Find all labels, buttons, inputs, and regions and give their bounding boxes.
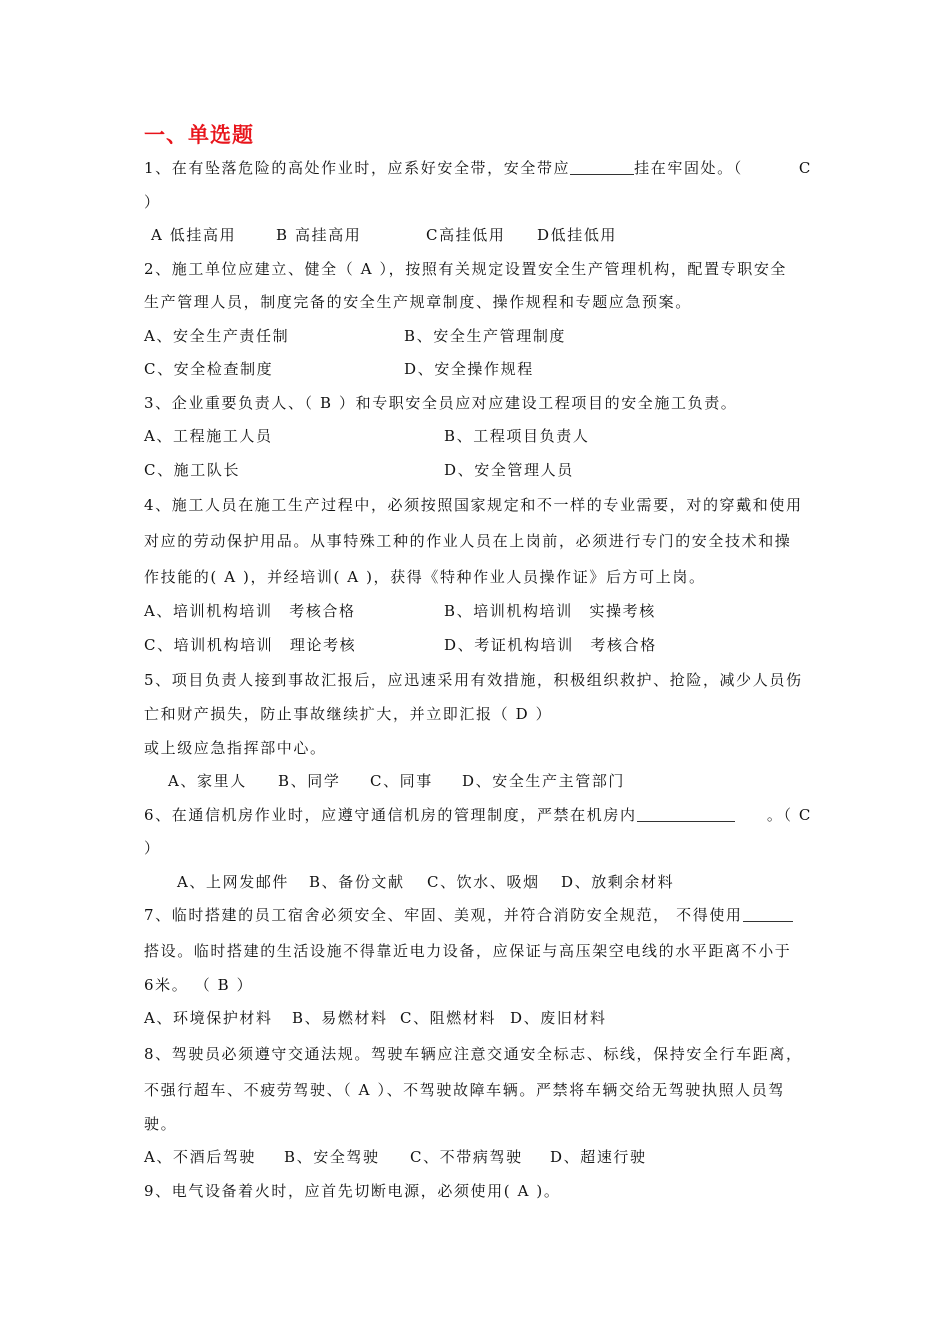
option-a: A、上网发邮件 <box>177 872 290 891</box>
section-title: 一、单选题 <box>144 123 254 147</box>
option-d: D、放剩余材料 <box>561 872 675 891</box>
option-a: A、家里人 <box>168 772 247 790</box>
option-c: C、施工队长 <box>144 460 241 479</box>
option-d: D、安全管理人员 <box>444 460 574 479</box>
question-5-line-1: 5、项目负责人接到事故汇报后，应迅速采用有效措施，积极组织救护、抢险，减少人员伤 <box>144 671 803 689</box>
question-5-options <box>144 765 812 799</box>
question-6-options <box>144 866 812 900</box>
question-4-options-row-1 <box>144 595 812 629</box>
option-a: A、培训机构培训 考核合格 <box>144 602 356 620</box>
option-b: B、安全驾驶 <box>284 1148 380 1166</box>
option-b: B、工程项目负责人 <box>444 427 590 445</box>
question-text: 挂在牢固处。（ <box>634 159 743 177</box>
option-d: D、安全生产主管部门 <box>462 772 626 790</box>
option-d: D、安全操作规程 <box>404 360 534 378</box>
question-1-options <box>144 219 812 253</box>
question-5-line-2: 亡和财产损失，防止事故继续扩大，并立即汇报（ D ） <box>144 705 553 723</box>
option-d: D、考证机构培训 考核合格 <box>444 635 657 654</box>
option-c: C、阻燃材料 <box>400 1009 497 1027</box>
question-8-line-2: 不强行超车、不疲劳驾驶、（ A ）、不驾驶故障车辆。严禁将车辆交给无驾驶执照人员驾 <box>144 1080 785 1099</box>
question-9-line-1: 9、电气设备着火时，应首先切断电源，必须使用( A )。 <box>144 1181 561 1200</box>
question-3-options-row-2 <box>144 454 812 488</box>
option-b: B、安全生产管理制度 <box>404 326 567 345</box>
option-b: B、培训机构培训 实操考核 <box>444 602 656 620</box>
question-8-options <box>144 1141 812 1175</box>
answer-letter: C <box>798 159 812 177</box>
option-a: A 低挂高用 <box>151 226 237 244</box>
question-4-line-2: 对应的劳动保护用品。从事特殊工种的作业人员在上岗前，必须进行专门的安全技术和操 <box>144 532 792 550</box>
answer-blank <box>570 158 634 175</box>
option-a: A、安全生产责任制 <box>144 326 290 345</box>
option-c: C、同事 <box>370 772 433 790</box>
option-d: D低挂低用 <box>537 226 618 244</box>
question-5-line-3: 或上级应急指挥部中心。 <box>144 738 327 757</box>
question-4-line-1: 4、施工人员在施工生产过程中，必须按照国家规定和不一样的专业需要，对的穿戴和使用 <box>144 496 803 514</box>
question-7-line-3: 6米。 （ B ） <box>144 975 254 994</box>
question-1-line-1 <box>144 152 812 186</box>
option-a: A、环境保护材料 <box>144 1009 273 1027</box>
option-c: C高挂低用 <box>426 226 506 244</box>
question-4-line-3: 作技能的( A )，并经培训( A )，获得《特种作业人员操作证》后方可上岗。 <box>144 568 706 586</box>
question-4-options-row-2 <box>144 629 812 663</box>
option-d: D、废旧材料 <box>510 1009 607 1027</box>
question-text: 7、临时搭建的员工宿舍必须安全、牢固、美观，并符合消防安全规范， 不得使用 <box>144 906 743 924</box>
question-6-line-1 <box>144 799 812 833</box>
question-7-options <box>144 1002 812 1036</box>
option-b: B、易燃材料 <box>292 1009 388 1027</box>
question-2-options-row-2 <box>144 353 812 387</box>
answer-text: 。（ C <box>766 805 812 824</box>
option-c: C、安全检查制度 <box>144 360 274 378</box>
option-b: B、同学 <box>278 772 341 790</box>
option-c: C、培训机构培训 理论考核 <box>144 635 357 654</box>
question-6-line-2: ） <box>144 839 161 857</box>
option-b: B 高挂高用 <box>276 226 362 244</box>
question-text: 1、在有坠落危险的高处作业时，应系好安全带，安全带应 <box>144 159 571 177</box>
question-3-options-row-1 <box>144 420 812 454</box>
question-7-line-1 <box>144 899 812 933</box>
option-d: D、超速行驶 <box>550 1148 647 1166</box>
document-page <box>144 118 812 1208</box>
option-c: C、饮水、吸烟 <box>427 872 540 891</box>
answer-blank <box>637 805 735 822</box>
question-2-options-row-1 <box>144 320 812 354</box>
option-a: A、工程施工人员 <box>144 427 273 445</box>
option-a: A、不酒后驾驶 <box>144 1148 257 1166</box>
question-3-line-1: 3、企业重要负责人、（ B ）和专职安全员应对应建设工程项目的安全施工负责。 <box>144 393 738 412</box>
option-c: C、不带病驾驶 <box>410 1148 523 1166</box>
question-2-line-2: 生产管理人员，制度完备的安全生产规章制度、操作规程和专题应急预案。 <box>144 293 692 311</box>
question-7-line-2: 搭设。临时搭建的生活设施不得靠近电力设备，应保证与高压架空电线的水平距离不小于 <box>144 941 792 960</box>
question-1-line-2: ） <box>144 192 161 211</box>
question-8-line-3: 驶。 <box>144 1114 178 1133</box>
option-b: B、备份文献 <box>309 872 405 891</box>
question-text: 6、在通信机房作业时，应遵守通信机房的管理制度，严禁在机房内 <box>144 805 637 824</box>
answer-blank <box>743 905 793 922</box>
question-8-line-1: 8、驾驶员必须遵守交通法规。驾驶车辆应注意交通安全标志、标线，保持安全行车距离， <box>144 1044 803 1063</box>
question-2-line-1: 2、施工单位应建立、健全（ A ），按照有关规定设置安全生产管理机构，配置专职安全 <box>144 259 788 278</box>
